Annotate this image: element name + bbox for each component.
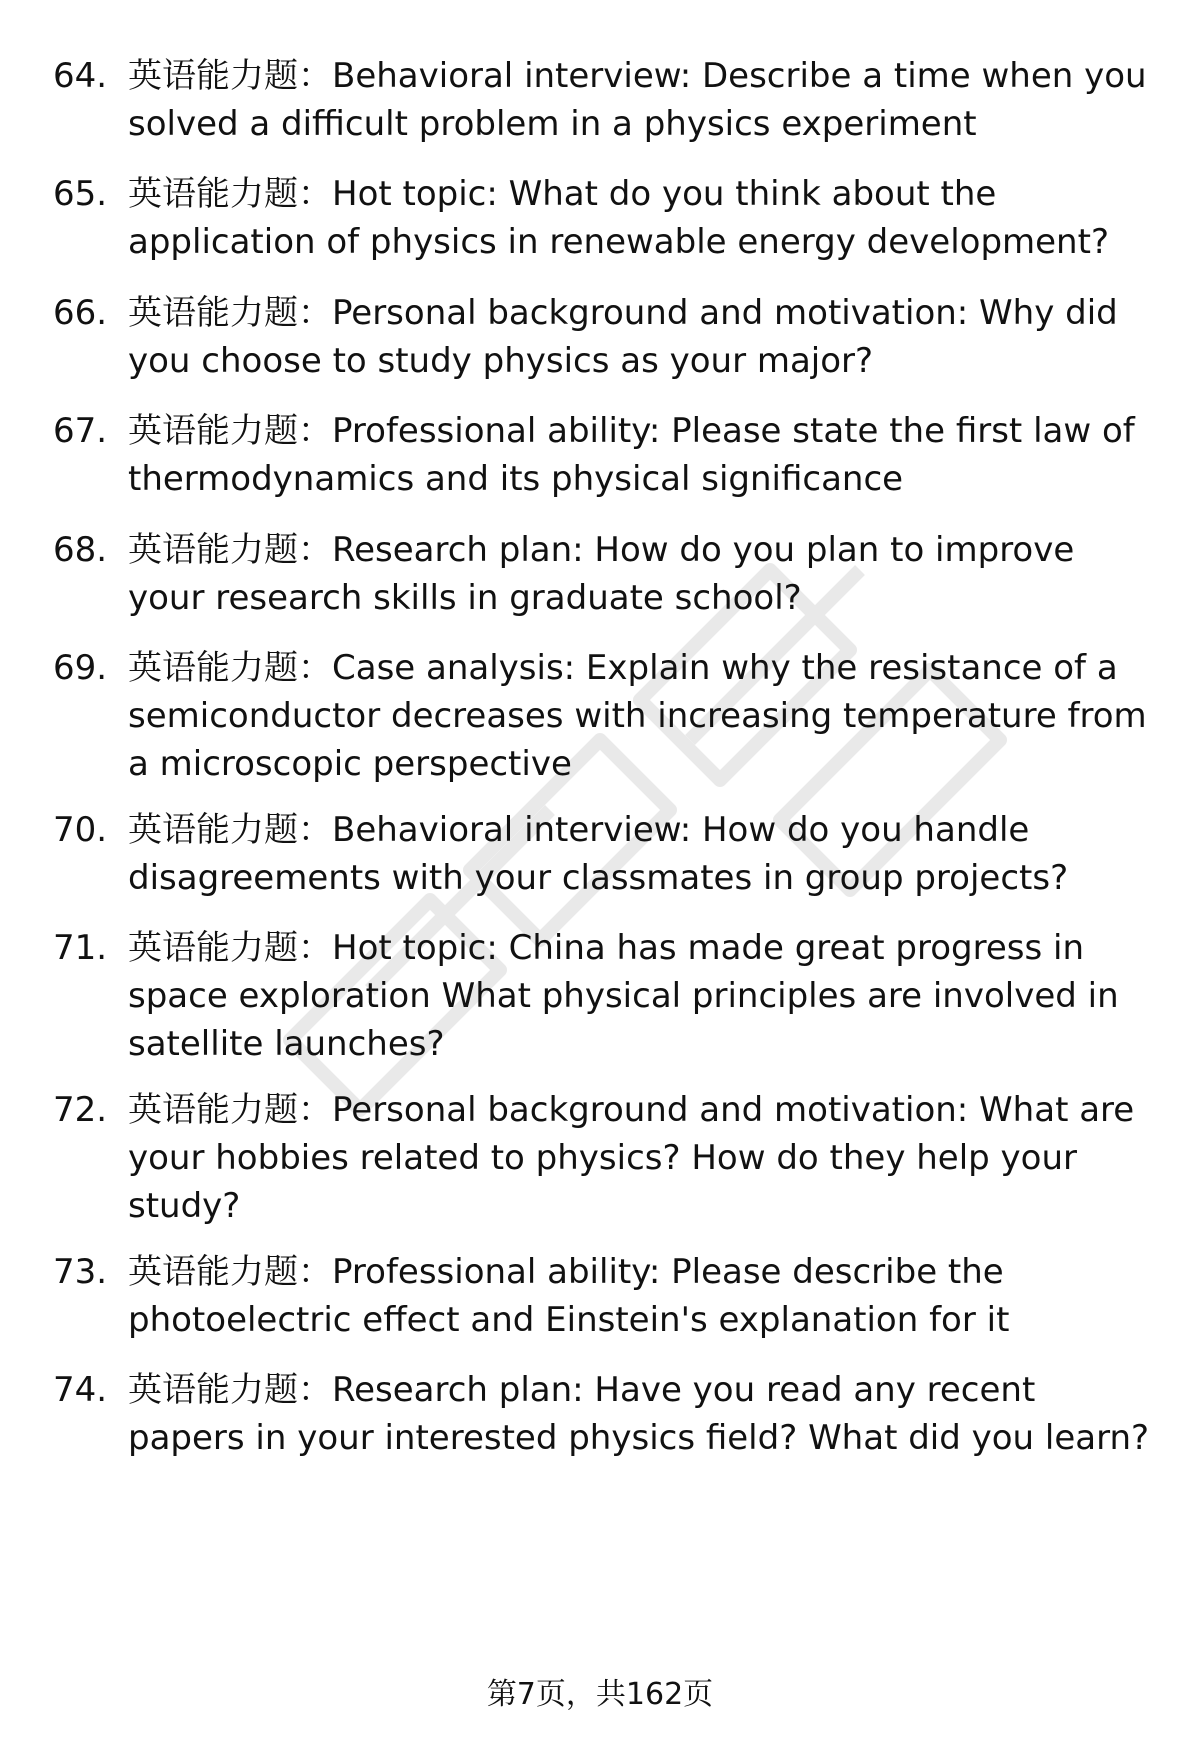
- question-number: 67.: [53, 411, 108, 451]
- question-text: 英语能力题：Behavioral interview: Describe a time when you solved a difficult problem in a physics experiment: [128, 56, 1147, 144]
- question-number: 66.: [53, 293, 108, 333]
- question-number: 71.: [53, 928, 108, 968]
- question-text: 英语能力题：Behavioral interview: How do you handle disagreements with your classmates in group projects?: [128, 810, 1069, 898]
- question-number: 73.: [53, 1252, 108, 1292]
- question-number: 65.: [53, 174, 108, 214]
- page-footer: 第7页，共162页: [486, 1677, 714, 1712]
- question-text: 英语能力题：Case analysis: Explain why the resistance of a semiconductor decreases with increasing temperature from a microscopic perspective: [128, 648, 1147, 784]
- question-text: 英语能力题：Personal background and motivation: Why did you choose to study physics as your major?: [128, 293, 1118, 381]
- question-text: 英语能力题：Professional ability: Please state the first law of thermodynamics and its physical significance: [128, 411, 1135, 499]
- question-text: 英语能力题：Research plan: Have you read any recent papers in your interested physics field? What did you learn?: [128, 1370, 1150, 1458]
- question-number: 70.: [53, 810, 108, 850]
- question-text: 英语能力题：Hot topic: What do you think about the application of physics in renewable energy development?: [128, 174, 1109, 262]
- question-number: 74.: [53, 1370, 108, 1410]
- question-number: 69.: [53, 648, 108, 688]
- question-text: 英语能力题：Personal background and motivation: What are your hobbies related to physics? How do they help your study?: [128, 1090, 1135, 1226]
- question-text: 英语能力题：Research plan: How do you plan to improve your research skills in graduate school?: [128, 530, 1075, 618]
- question-number: 72.: [53, 1090, 108, 1130]
- question-text: 英语能力题：Professional ability: Please describe the photoelectric effect and Einstein's explanation for it: [128, 1252, 1010, 1340]
- question-number: 68.: [53, 530, 108, 570]
- question-number: 64.: [53, 56, 108, 96]
- question-text: 英语能力题：Hot topic: China has made great progress in space exploration What physical principles are involved in satellite launches?: [128, 928, 1119, 1064]
